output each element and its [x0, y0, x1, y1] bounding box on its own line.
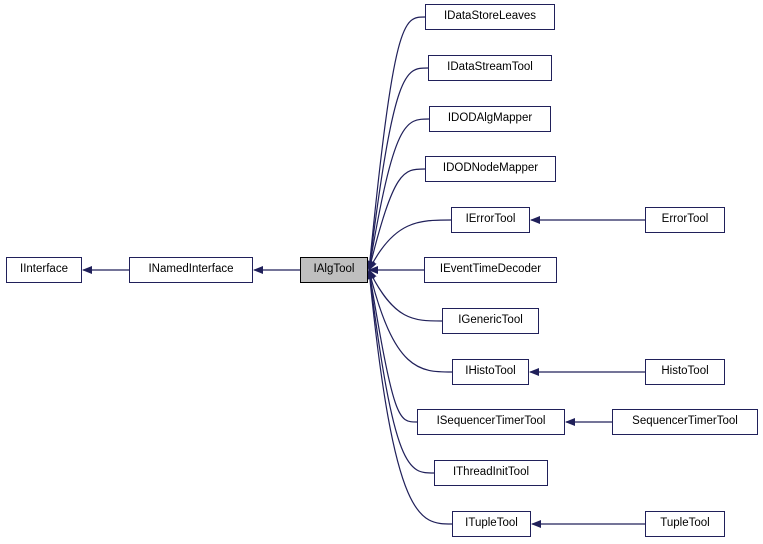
node-label: IAlgTool: [313, 263, 355, 276]
node-label: ITupleTool: [465, 517, 518, 530]
node-histotool[interactable]: [645, 359, 725, 385]
node-label: IDODAlgMapper: [447, 112, 533, 125]
node-label: ErrorTool: [661, 213, 709, 226]
node-inamedinterface[interactable]: [129, 257, 253, 283]
node-isequencertimertool[interactable]: [417, 409, 565, 435]
node-label: SequencerTimerTool: [632, 415, 738, 428]
node-label: IThreadInitTool: [452, 466, 530, 479]
node-ihistotool[interactable]: [452, 359, 529, 385]
node-ierrortool[interactable]: [451, 207, 530, 233]
node-idatastoreleaves[interactable]: [425, 4, 555, 30]
node-label: HistoTool: [661, 365, 709, 378]
edge-isequencertimertool-to-ialgtool: [369, 270, 417, 422]
node-label: IErrorTool: [465, 213, 516, 226]
node-idatastreamtool[interactable]: [428, 55, 552, 81]
node-idodnodemapper[interactable]: [425, 156, 556, 182]
node-label: IEventTimeDecoder: [439, 263, 542, 276]
node-label: ISequencerTimerTool: [436, 415, 546, 428]
edge-idodalgmapper-to-ialgtool: [369, 119, 429, 270]
node-label: IHistoTool: [465, 365, 516, 378]
node-label: IDODNodeMapper: [442, 162, 539, 175]
edge-ithreadinittool-to-ialgtool: [369, 270, 434, 473]
node-label: IGenericTool: [458, 314, 523, 327]
node-label: INamedInterface: [148, 263, 234, 276]
node-itupletool[interactable]: [452, 511, 531, 537]
node-ialgtool[interactable]: [300, 257, 368, 283]
node-label: IInterface: [20, 263, 68, 276]
node-sequencertimertool[interactable]: [612, 409, 758, 435]
node-label: TupleTool: [660, 517, 710, 530]
node-errortool[interactable]: [645, 207, 725, 233]
node-tupletool[interactable]: [645, 511, 725, 537]
node-iinterface[interactable]: [6, 257, 82, 283]
node-ieventtimedecoder[interactable]: [424, 257, 557, 283]
node-label: IDataStoreLeaves: [443, 10, 537, 23]
node-igenerictool[interactable]: [442, 308, 539, 334]
node-idodalgmapper[interactable]: [429, 106, 551, 132]
node-label: IDataStreamTool: [447, 61, 533, 74]
node-ithreadinittool[interactable]: [434, 460, 548, 486]
